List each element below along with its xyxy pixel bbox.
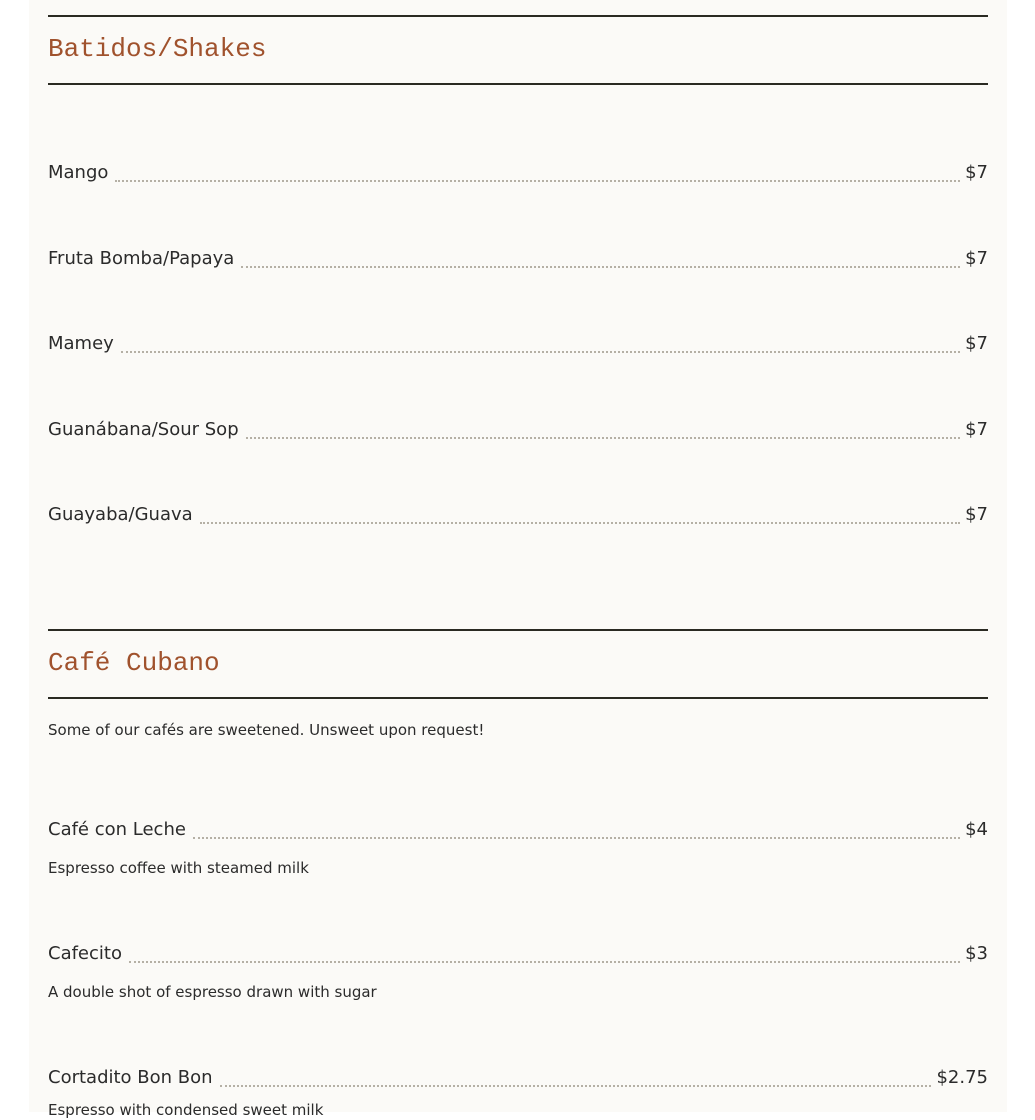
menu-item-name: Cafecito bbox=[48, 943, 122, 964]
menu-item-description: Espresso coffee with steamed milk bbox=[48, 859, 309, 877]
menu-item bbox=[48, 814, 988, 842]
dot-leader bbox=[246, 437, 960, 439]
menu-item-name: Guanábana/Sour Sop bbox=[48, 419, 239, 440]
menu-item-name: Cortadito Bon Bon bbox=[48, 1067, 213, 1088]
section-title-batidos: Batidos/Shakes bbox=[48, 34, 267, 64]
menu-item bbox=[48, 938, 988, 966]
menu-item bbox=[48, 414, 988, 442]
menu-item-price: $7 bbox=[965, 504, 988, 525]
menu-item bbox=[48, 1062, 988, 1090]
menu-item-price: $7 bbox=[965, 248, 988, 269]
menu-item-price: $2.75 bbox=[936, 1067, 988, 1088]
menu-item bbox=[48, 157, 988, 185]
dot-leader bbox=[115, 180, 960, 182]
menu-item-price: $7 bbox=[965, 162, 988, 183]
menu-item-price: $7 bbox=[965, 419, 988, 440]
menu-item-price: $4 bbox=[965, 819, 988, 840]
section-title-cafe-cubano: Café Cubano bbox=[48, 648, 220, 678]
menu-item-description: A double shot of espresso drawn with sugar bbox=[48, 983, 377, 1001]
section-top-rule bbox=[48, 15, 988, 17]
menu-item-name: Fruta Bomba/Papaya bbox=[48, 248, 235, 269]
dot-leader bbox=[129, 961, 960, 963]
dot-leader bbox=[220, 1085, 932, 1087]
dot-leader bbox=[200, 522, 960, 524]
section-top-rule bbox=[48, 629, 988, 631]
menu-item-name: Café con Leche bbox=[48, 819, 186, 840]
menu-item-name: Guayaba/Guava bbox=[48, 504, 193, 525]
menu-item bbox=[48, 499, 988, 527]
menu-item-name: Mamey bbox=[48, 333, 114, 354]
menu-item-price: $3 bbox=[965, 943, 988, 964]
section-note: Some of our cafés are sweetened. Unsweet upon request! bbox=[48, 721, 485, 739]
menu-item-description: Espresso with condensed sweet milk bbox=[48, 1101, 324, 1119]
section-bottom-rule bbox=[48, 83, 988, 85]
dot-leader bbox=[241, 266, 960, 268]
menu-item-price: $7 bbox=[965, 333, 988, 354]
menu-item bbox=[48, 328, 988, 356]
section-bottom-rule bbox=[48, 697, 988, 699]
menu-item bbox=[48, 243, 988, 271]
menu-item-name: Mango bbox=[48, 162, 109, 183]
dot-leader bbox=[121, 351, 960, 353]
dot-leader bbox=[193, 837, 960, 839]
